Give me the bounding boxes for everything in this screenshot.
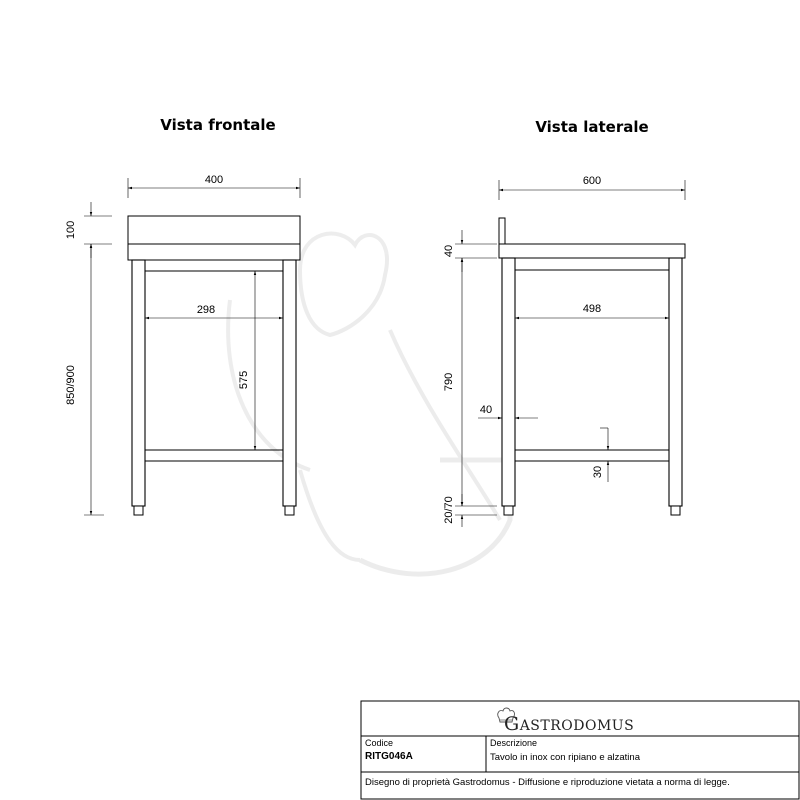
description-value: Tavolo in inox con ripiano e alzatina: [490, 752, 640, 763]
side-view: [443, 118, 685, 527]
front-leg-left: [132, 260, 145, 506]
front-inner-width-label: 298: [196, 304, 216, 316]
front-view-title: Vista frontale: [160, 116, 276, 134]
code-value: RITG046A: [365, 751, 413, 762]
side-upper-rail: [515, 258, 669, 270]
watermark-logo: [228, 234, 510, 575]
footer-notice: Disegno di proprietà Gastrodomus - Diffusione e riproduzione vietata a norma di legge.: [365, 777, 730, 788]
front-foot-right: [285, 506, 294, 515]
brand-name: GASTRODOMUS: [504, 713, 635, 735]
side-shelf-label: 30: [592, 465, 604, 479]
side-body-label: 790: [443, 372, 455, 392]
front-foot-left: [134, 506, 143, 515]
side-top-label: 40: [443, 244, 455, 258]
front-inner-height-label: 575: [238, 370, 250, 390]
side-leg-label: 40: [479, 404, 493, 416]
front-shelf: [145, 450, 283, 461]
side-shelf: [515, 450, 669, 461]
side-leg-back: [502, 258, 515, 506]
side-upstand: [499, 218, 505, 244]
front-backsplash-label: 100: [65, 220, 77, 240]
side-depth-label: 600: [582, 175, 602, 187]
code-label: Codice: [365, 738, 394, 748]
front-worktop: [128, 244, 300, 260]
side-feet-label: 20/70: [443, 496, 455, 524]
side-foot-back: [504, 506, 513, 515]
side-worktop: [499, 244, 685, 258]
front-upper-rail: [145, 260, 283, 271]
title-block: [361, 701, 799, 799]
side-foot-front: [671, 506, 680, 515]
front-height-label: 850/900: [65, 365, 77, 405]
side-view-title: Vista laterale: [535, 118, 649, 136]
side-leg-front: [669, 258, 682, 506]
front-width-label: 400: [204, 174, 224, 186]
description-label: Descrizione: [490, 738, 538, 748]
front-view: [65, 116, 300, 515]
front-backsplash: [128, 216, 300, 244]
side-inner-depth-label: 498: [582, 303, 602, 315]
front-leg-right: [283, 260, 296, 506]
